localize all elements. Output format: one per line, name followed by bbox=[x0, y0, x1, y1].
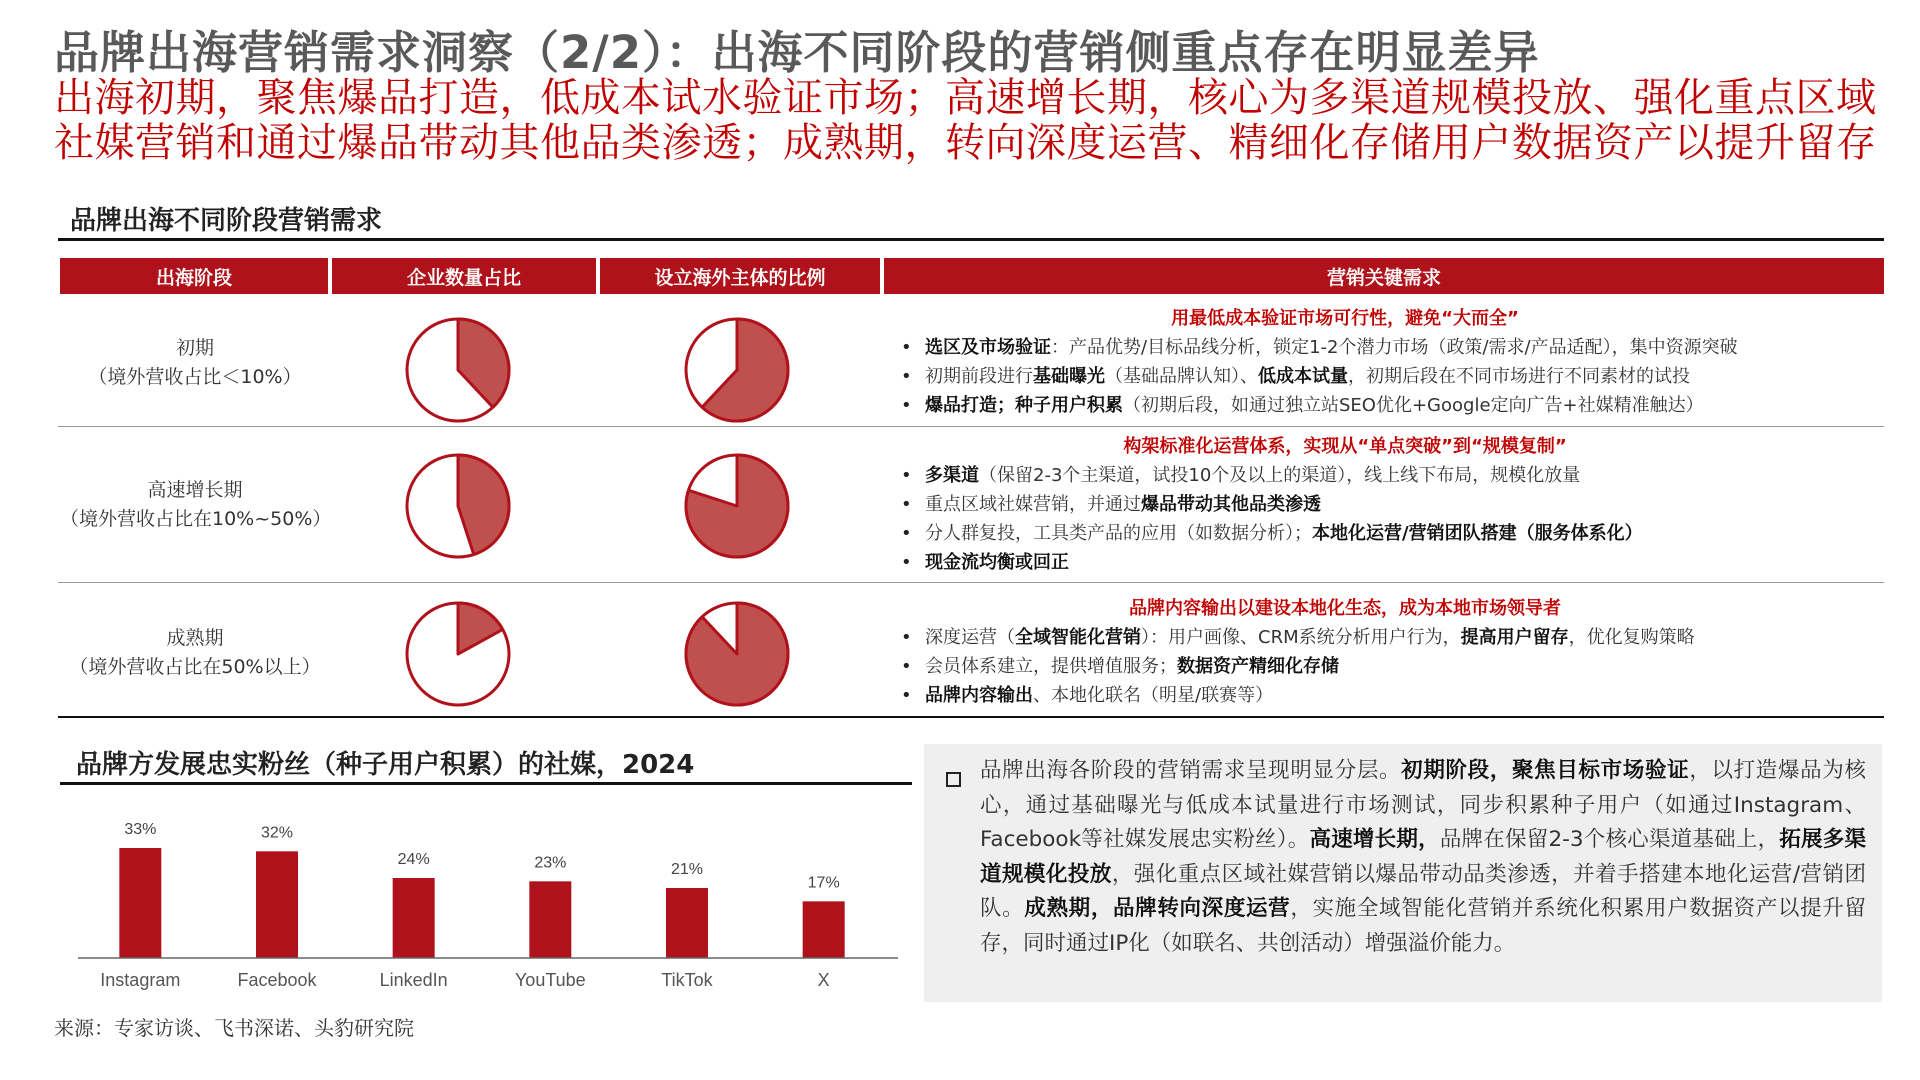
needs-list bbox=[895, 461, 1885, 577]
needs-cell bbox=[895, 304, 1885, 420]
stage-name: 高速增长期 bbox=[147, 479, 243, 501]
stage-note: （境外营收占比在10%~50%） bbox=[60, 508, 332, 530]
needs-bullet: • 初期前段进行基础曝光（基础品牌认知）、低成本试量，初期后段在不同市场进行不同素材的试投 bbox=[895, 362, 1885, 391]
page-subtitle bbox=[54, 76, 1894, 166]
category-tick-label: X bbox=[817, 970, 830, 990]
subtitle-line-2: 社媒营销和通过爆品带动其他品类渗透；成熟期，转向深度运营、精细化存储用户数据资产以提升留存 bbox=[54, 120, 1877, 166]
needs-cell bbox=[895, 432, 1885, 577]
page-title: 品牌出海营销需求洞察（2/2）：出海不同阶段的营销侧重点存在明显差异 bbox=[54, 26, 1540, 79]
table-header-entity-share: 设立海外主体的比例 bbox=[600, 258, 880, 294]
table-header-stage: 出海阶段 bbox=[60, 258, 328, 294]
needs-bullet: • 选区及市场验证：产品优势/目标品线分析，锁定1-2个潜力市场（政策/需求/产品适配），集中资源突破 bbox=[895, 333, 1885, 362]
needs-bullet: • 爆品打造；种子用户积累（初期后段，如通过独立站SEO优化+Google定向广告+社媒精准触达） bbox=[895, 391, 1885, 420]
stage-name: 初期 bbox=[175, 337, 214, 359]
subtitle-line-1: 出海初期，聚焦爆品打造，低成本试水验证市场；高速增长期，核心为多渠道规模投放、强化重点区域 bbox=[54, 75, 1877, 121]
category-tick-label: Facebook bbox=[237, 970, 317, 990]
needs-title: 品牌内容输出以建设本地化生态，成为本地市场领导者 bbox=[1129, 598, 1561, 619]
stage-name: 成熟期 bbox=[166, 627, 224, 649]
needs-bullet: • 重点区域社媒营销，并通过爆品带动其他品类渗透 bbox=[895, 490, 1885, 519]
summary-text: 品牌出海各阶段的营销需求呈现明显分层。初期阶段，聚焦目标市场验证，以打造爆品为核心，通过基础曝光与低成本试量进行市场测试，同步积累种子用户（如通过Instagram、Facebook等社媒发展忠实粉丝）。高速增长期，品牌在保留2-3个核心渠道基础上，拓展多渠道规模化投放，强化重点区域社媒营销以爆品带动品类渗透，并着手搭建本地化运营/营销团队。成熟期，品牌转向深度运营，实施全域智能化营销并系统化积累用户数据资产以提升留存，同时通过IP化（如联名、共创活动）增强溢价能力。 bbox=[980, 758, 1866, 956]
needs-cell bbox=[895, 594, 1885, 710]
needs-bullet: • 会员体系建立，提供增值服务；数据资产精细化存储 bbox=[895, 652, 1885, 681]
chart-top-rule bbox=[60, 782, 912, 785]
bar-value-label: 23% bbox=[534, 854, 567, 872]
table-header-needs: 营销关键需求 bbox=[884, 258, 1884, 294]
company-share-pie bbox=[403, 315, 513, 425]
source-note: 来源：专家访谈、飞书深诺、头豹研究院 bbox=[54, 1016, 414, 1040]
needs-bullet: • 品牌内容输出、本地化联名（明星/联赛等） bbox=[895, 681, 1885, 710]
table-row-stage bbox=[60, 624, 330, 682]
company-share-pie bbox=[403, 599, 513, 709]
company-share-pie bbox=[403, 451, 513, 561]
bar bbox=[393, 878, 435, 958]
table-row-stage bbox=[60, 476, 330, 534]
needs-bullet: • 分人群复投，工具类产品的应用（如数据分析）；本地化运营/营销团队搭建（服务体系化） bbox=[895, 519, 1885, 548]
needs-bullet: • 现金流均衡或回正 bbox=[895, 548, 1885, 577]
overseas-entity-pie bbox=[682, 451, 792, 561]
checkbox-bullet-icon bbox=[946, 772, 961, 787]
bar bbox=[256, 851, 298, 958]
category-tick-label: TikTok bbox=[661, 970, 713, 990]
needs-list bbox=[895, 623, 1885, 710]
needs-list bbox=[895, 333, 1885, 420]
category-tick-label: YouTube bbox=[514, 970, 586, 990]
needs-title: 构架标准化运营体系，实现从“单点突破”到“规模复制” bbox=[1123, 436, 1567, 457]
stage-note: （境外营收占比＜10%） bbox=[88, 366, 302, 388]
bar bbox=[666, 888, 708, 958]
table-row-stage bbox=[60, 334, 330, 392]
table-top-rule bbox=[58, 238, 1884, 241]
chart-section-title: 品牌方发展忠实粉丝（种子用户积累）的社媒，2024 bbox=[76, 750, 695, 780]
needs-title: 用最低成本验证市场可行性，避免“大而全” bbox=[1171, 308, 1519, 329]
overseas-entity-pie bbox=[682, 599, 792, 709]
table-bottom-rule bbox=[58, 716, 1884, 718]
needs-bullet: • 深度运营（全域智能化营销）：用户画像、CRM系统分析用户行为，提高用户留存，优化复购策略 bbox=[895, 623, 1885, 652]
table-section-title: 品牌出海不同阶段营销需求 bbox=[70, 206, 383, 236]
bar bbox=[529, 881, 571, 958]
pie-slice bbox=[686, 603, 788, 705]
bar-value-label: 17% bbox=[807, 874, 840, 892]
bar-value-label: 21% bbox=[670, 861, 704, 878]
bar bbox=[119, 848, 161, 958]
overseas-entity-pie bbox=[682, 315, 792, 425]
row-divider bbox=[58, 582, 1884, 583]
bar bbox=[803, 901, 845, 958]
stage-note: （境外营收占比在50%以上） bbox=[69, 656, 321, 678]
bar-value-label: 32% bbox=[260, 824, 294, 842]
category-tick-label: LinkedIn bbox=[379, 970, 448, 990]
social-media-bar-chart bbox=[60, 800, 912, 996]
category-tick-label: Instagram bbox=[100, 970, 181, 990]
summary-box bbox=[924, 744, 1882, 1002]
row-divider bbox=[58, 426, 1884, 427]
bar-value-label: 24% bbox=[397, 851, 430, 868]
needs-bullet: • 多渠道（保留2-3个主渠道，试投10个及以上的渠道），线上线下布局，规模化放量 bbox=[895, 461, 1885, 490]
bar-value-label: 33% bbox=[124, 821, 157, 838]
table-header-company-share: 企业数量占比 bbox=[332, 258, 596, 294]
